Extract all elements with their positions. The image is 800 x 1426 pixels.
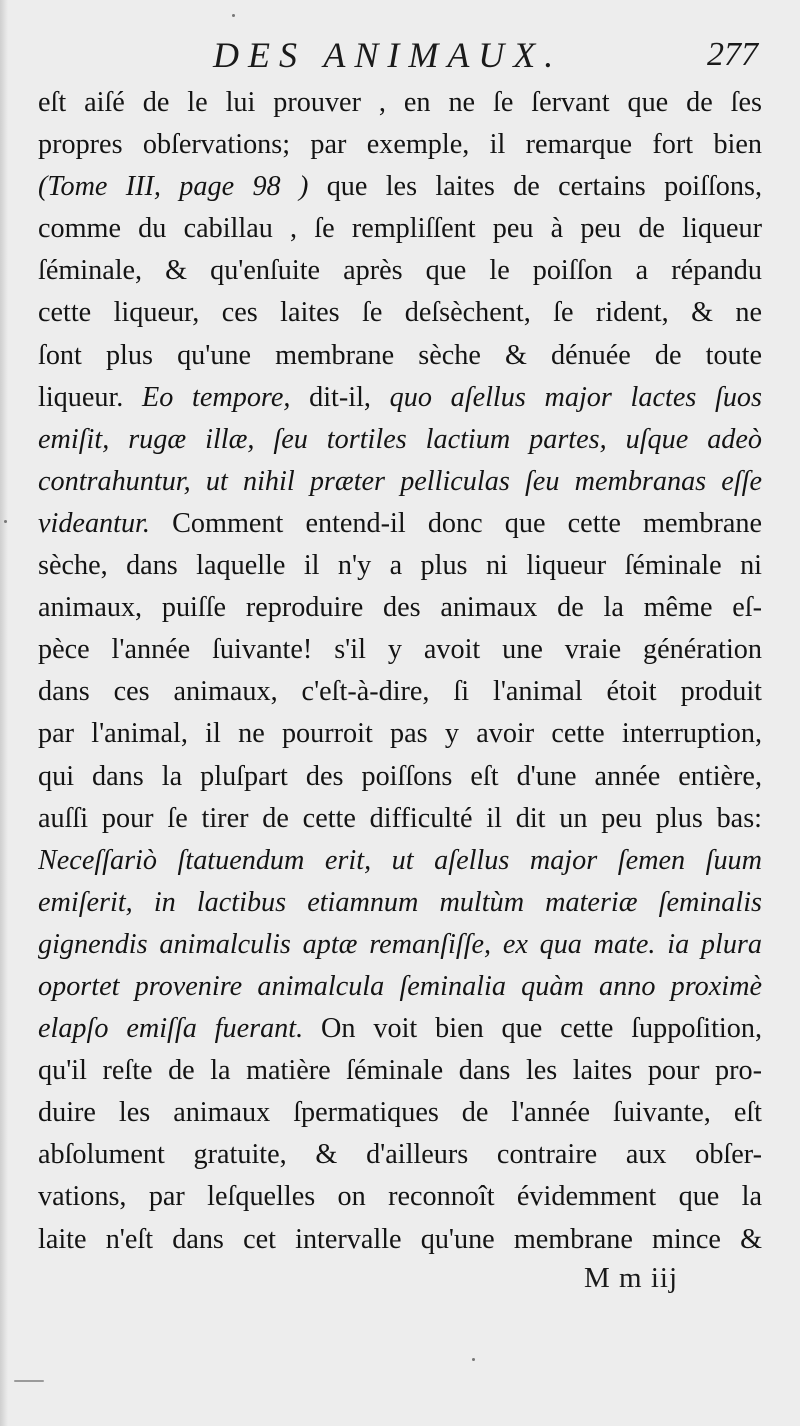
latin-quote: quo aſellus major lactes ſuos xyxy=(389,381,762,413)
text-line: cette liqueur, ces laites ſe deſsèchent, ſe rident, & ne xyxy=(38,297,762,329)
text-line: propres obſervations; par exemple, il remarque fort bien xyxy=(38,129,762,161)
paper-speck xyxy=(232,14,235,17)
text-line: qui dans la pluſpart des poiſſons eſt d'une année entière, xyxy=(38,760,762,792)
latin-quote: elapſo emiſſa fuerant. xyxy=(38,1013,304,1045)
latin-quote-line: gignendis animalculis aptæ remanſiſſe, ex qua mate. ia plura xyxy=(38,928,762,960)
body-text xyxy=(38,82,762,1261)
text-line: auſſi pour ſe tirer de cette difficulté il dit un peu plus bas: xyxy=(38,802,762,834)
paper-speck xyxy=(4,520,7,523)
citation-italic: (Tome III, page 98 ) xyxy=(38,171,309,203)
text-line: pèce l'année ſuivante! s'il y avoit une vraie génération xyxy=(38,634,762,666)
text-line: dans ces animaux, c'eſt-à-dire, ſi l'animal étoit produit xyxy=(38,676,762,708)
latin-quote-line: contrahuntur, ut nihil præter pelliculas ſeu membranas eſſe xyxy=(38,465,762,497)
text-line xyxy=(38,1008,762,1050)
page-header xyxy=(38,30,762,80)
text-line: laite n'eſt dans cet intervalle qu'une membrane mince & xyxy=(38,1223,762,1255)
latin-quote: videantur. xyxy=(38,507,150,539)
page-edge-shadow xyxy=(0,0,8,1426)
text-segment: Comment entend-il donc que cette membrane xyxy=(149,507,762,539)
text-line: qu'il reſte de la matière ſéminale dans les laites pour pro- xyxy=(38,1055,762,1087)
text-line: comme du cabillau , ſe rempliſſent peu à peu de liqueur xyxy=(38,213,762,245)
text-segment: que les laites de certains poiſſons, xyxy=(308,171,762,203)
text-line: animaux, puiſſe reproduire des animaux de la même eſ- xyxy=(38,592,762,624)
text-line xyxy=(38,166,762,208)
paper-speck xyxy=(472,1358,475,1361)
latin-quote-line: Neceſſariò ſtatuendum erit, ut aſellus major ſemen ſuum xyxy=(38,844,762,876)
latin-quote: Eo tempore, xyxy=(142,381,291,413)
text-line xyxy=(38,503,762,545)
text-line: eſt aiſé de le lui prouver , en ne ſe ſervant que de ſes xyxy=(38,87,762,118)
paper-mark xyxy=(14,1380,44,1382)
text-segment: liqueur. xyxy=(38,381,143,413)
text-segment: On voit bien que cette ſuppoſition, xyxy=(303,1013,762,1045)
text-line: duire les animaux ſpermatiques de l'année ſuivante, eſt xyxy=(38,1097,762,1129)
page-number: 277 xyxy=(707,36,758,73)
latin-quote-line: oportet provenire animalcula ſeminalia quàm anno proximè xyxy=(38,970,762,1002)
text-line: abſolument gratuite, & d'ailleurs contraire aux obſer- xyxy=(38,1139,762,1171)
signature-mark: M m iij xyxy=(583,1262,678,1294)
text-line: ſéminale, & qu'enſuite après que le poiſſon a répandu xyxy=(38,255,762,287)
text-line: ſont plus qu'une membrane sèche & dénuée de toute xyxy=(38,339,762,371)
text-line xyxy=(38,377,762,419)
text-line: sèche, dans laquelle il n'y a plus ni liqueur ſéminale ni xyxy=(38,550,762,582)
text-line: par l'animal, il ne pourroit pas y avoir cette interruption, xyxy=(38,718,762,750)
text-line: vations, par leſquelles on reconnoît évidemment que la xyxy=(38,1181,762,1213)
text-segment: dit-il, xyxy=(290,381,390,413)
running-title: DES ANIMAUX. xyxy=(213,35,563,75)
latin-quote-line: emiſerit, in lactibus etiamnum multùm materiæ ſeminalis xyxy=(38,886,762,918)
latin-quote-line: emiſit, rugæ illæ, ſeu tortiles lactium partes, uſque adeò xyxy=(38,423,762,455)
